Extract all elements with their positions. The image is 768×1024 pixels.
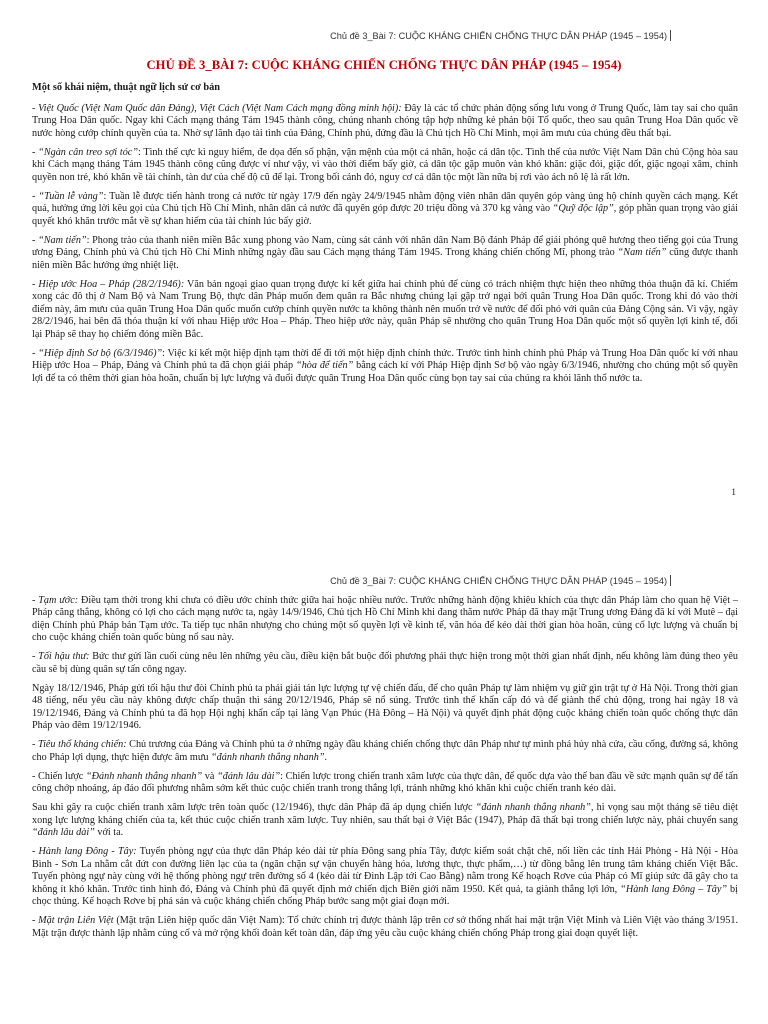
body-text: , góp phần quan trọng vào giải quyết khó khăn trước mắt về sự khan hiếm của tài chính lúc bấy giờ. xyxy=(32,203,739,227)
text-cursor xyxy=(670,575,671,586)
page-header: Chủ đề 3_Bài 7: CUỘC KHÁNG CHIẾN CHỐNG THỰC DÂN PHÁP (1945 – 1954) xyxy=(330,575,671,586)
body-text: Đây là các tổ chức phản động sống lưu vong ở Trung Quốc, làm tay sai cho quân Trung Hoa Dân quốc. Ngay khi Cách mạng tháng Tám 1945 thành công, chúng nhanh chóng tập hợp những kẻ phản bội Tổ quốc, theo sau quân Trung Hoa Dân quốc về nước hòng cướp chính quyền của ta. Nhờ sự lãnh đạo tài tình của Đảng, Chính phủ, đứng đầu là Chủ tịch Hồ Chí Minh, mọi âm mưu của chúng đều thất bại. xyxy=(32,103,738,139)
term-text: “Đánh nhanh thắng nhanh” xyxy=(86,770,203,782)
paragraph xyxy=(32,235,738,272)
term-text: “hòa để tiến” xyxy=(296,360,354,372)
paragraph xyxy=(32,595,738,645)
document-title: CHỦ ĐỀ 3_BÀI 7: CUỘC KHÁNG CHIẾN CHỐNG THỰC DÂN PHÁP (1945 – 1954) xyxy=(146,58,622,72)
body-text: và xyxy=(202,770,218,782)
term-text: Tối hậu thư: xyxy=(38,651,90,663)
body-text: , hi vọng sau một tháng sẽ tiêu diệt xong lực lượng kháng chiến của ta, kết thúc cuộc chiến tranh xâm lược. Tuy nhiên, sau thất bại ở Việt Bắc (1947), Pháp đã thất bại trong chiến lược này, phải chuyển sang xyxy=(32,802,738,826)
body-text: : Tuần lễ được tiến hành trong cả nước từ ngày 17/9 đến ngày 24/9/1945 nhằm động viên nhân dân quyên góp vàng ủng hộ chính quyền cách mạng. Kết quả, hưởng ứng lời kêu gọi của Chủ tịch Hồ Chí Minh, nhân dân cả nước đã quyên góp được 20 triệu đồng và 370 kg vàng vào xyxy=(32,190,738,215)
document-page-2 xyxy=(0,566,768,1024)
paragraph xyxy=(32,279,738,341)
page-header: Chủ đề 3_Bài 7: CUỘC KHÁNG CHIẾN CHỐNG THỰC DÂN PHÁP (1945 – 1954) xyxy=(330,30,671,41)
term-text: Việt Quốc (Việt Nam Quốc dân Đảng), Việt Cách (Việt Nam Cách mạng đồng minh hội): xyxy=(38,103,402,114)
body-text: - Chiến lược xyxy=(32,770,86,782)
body-text: - xyxy=(32,595,39,606)
body-text: - xyxy=(32,190,39,202)
page-body xyxy=(32,595,738,947)
body-text: Điều tạm thời trong khi chưa có điều ước chính thức giữa hai hoặc nhiều nước. Trước những hành động khiêu khích của thực dân Pháp làm cho quan hệ Việt – Pháp căng thẳng, không có lợi cho cách mạng nước ta, ngày 14/9/1946, Chủ tịch Hồ Chí Minh khi đang thăm nước Pháp đã thay mặt Trung ương Đảng đã kí với Mutê – đại diện Chính phủ Pháp bản Tạm ước. Ta tiếp tục nhân nhượng cho chúng một số quyền lợi về kinh tế, văn hóa để kéo dài thời gian hòa hoãn, củng cố lực lượng và chuẩn bị cho cuộc kháng chiến toàn quốc bùng nổ sau này. xyxy=(32,595,738,644)
body-text: Bức thư gửi lần cuối cùng nêu lên những yêu cầu, điều kiện bắt buộc đối phương phải thực hiện trong một thời gian nhất định, nếu không làm đúng theo yêu cầu sẽ bị dùng quân sự tấn công ngay. xyxy=(32,651,738,675)
text-cursor xyxy=(670,30,671,41)
paragraph xyxy=(32,739,738,764)
term-text: “Ngàn cân treo sợi tóc” xyxy=(38,146,138,158)
body-text: - xyxy=(32,103,39,114)
body-text: : Chiến lược trong chiến tranh xâm lược của thực dân, để quốc dựa vào thế ban đầu về sức mạnh quân sự để tấn công chớp nhoáng, áp đảo đối phương nhằm sớm kết thúc cuộc chiến tranh trong thắng lợi, tránh những khó khăn khi cuộc chiến tranh kéo dài. xyxy=(32,770,738,795)
page-gap xyxy=(0,510,768,566)
term-text: “Nam tiến” xyxy=(38,234,87,246)
term-text: “đánh lâu dài” xyxy=(32,827,95,839)
body-text: - xyxy=(32,739,38,751)
term-text: “Hiệp định Sơ bộ (6/3/1946)” xyxy=(38,347,163,359)
body-text: : Phong trào của thanh niên miền Bắc xung phong vào Nam, cùng sát cánh với nhân dân Nam Bộ đánh Pháp để giải phóng quê hương theo tiếng gọi của Trung ương Đảng, Chính phủ và Chủ tịch Hồ Chí Minh những ngày đầu sau Cách mạng tháng Tám 1945. Trong kháng chiến chống Mĩ, phong trào xyxy=(32,234,738,259)
body-text: Văn bản ngoại giao quan trọng được kí kết giữa hai chính phủ để cùng có trách nhiệm thực hiện theo những thỏa thuận đã kí. Chiếm xong các đô thị ở Nam Bộ và Nam Trung Bộ, thực dân Pháp muốn đem quân ra Bắc nhưng chúng lại gặp trở ngại bởi quân Trung Hoa Dân quốc. Trong khi đó vào thời điểm này, âm mưu của quân Trung Hoa Dân quốc muốn cướp chính quyền nước ta không thành nên muốn trở về nước để đối phó với quân của Đảng Cộng sản. Vì vậy, ngày 28/2/1946, hai bên đã thỏa thuận kí với nhau Hiệp ước Hoa – Pháp. Theo hiệp ước này, quân Pháp sẽ nhường cho quân Trung Hoa Dân quốc một số quyền lợi kinh tế, đổi lại Pháp sẽ thay họ chiếm đóng miền Bắc. xyxy=(32,278,738,340)
term-text: Tạm ước: xyxy=(38,595,79,606)
body-text: bằng cách kí với Pháp Hiệp định Sơ bộ vào ngày 6/3/1946, nhường cho chúng một số quyền lợi để ta có thêm thời gian hòa hoãn, chuẩn bị lực lượng và đuổi được quân Trung Hoa Dân quốc cùng bọn tay sai của chúng ra khỏi lãnh thổ nước ta. xyxy=(32,360,738,384)
body-text: - xyxy=(32,846,39,858)
paragraph xyxy=(32,802,738,839)
term-text: “Tuần lễ vàng” xyxy=(38,190,104,202)
paragraph xyxy=(32,651,738,676)
paragraph xyxy=(32,103,738,140)
body-text: - xyxy=(32,915,39,927)
term-text: “đánh lâu dài” xyxy=(217,770,281,782)
body-text: - xyxy=(32,146,39,158)
term-text: “Quỹ độc lập” xyxy=(552,203,614,215)
body-text: cũng được thanh niên miền Bắc hưởng ứng nhiệt liệt. xyxy=(32,247,738,271)
body-text: Ngày 18/12/1946, Pháp gửi tối hậu thư đòi Chính phủ ta phải giải tán lực lượng tự vệ chiến đấu, để cho quân Pháp tự làm nhiệm vụ giữ gìn trật tự ở Hà Nội. Trong thời gian 48 tiếng, nếu yêu cầu này không được chấp thuận thì sáng 20/12/1946, Pháp sẽ nổ súng. Trước tình thế khẩn cấp đó và để giành thế chủ động, trong hai ngày 18 và 19/12/1946, Đảng và Chính phủ ta đã họp Hội nghị khẩn cấp tại làng Vạn Phúc (Hà Đông – Hà Nội) và quyết định phát động cuộc kháng chiến toàn quốc chống thực dân Pháp vào đêm 19/12/1946. xyxy=(32,682,738,732)
body-text: bị chọc thủng. Kế hoạch Rơve bị phá sản và cuộc kháng chiến chống Pháp bước sang một giai đoạn mới. xyxy=(32,883,738,908)
paragraph xyxy=(32,771,738,796)
body-text: . xyxy=(324,751,328,763)
document-page-1 xyxy=(0,0,768,510)
body-text: (Mặt trận Liên hiệp quốc dân Việt Nam): Tổ chức chính trị được thành lập trên cơ sở thống nhất hai mặt trận Việt Minh và Liên Việt vào tháng 3/1951. Mặt trận được thành lập nhằm củng cố và mở rộng khối đoàn kết toàn dân, đáp ứng yêu cầu cuộc kháng chiến chống Pháp trong giai đoạn quyết liệt. xyxy=(32,915,738,939)
body-text: Tuyến phòng ngự của thực dân Pháp kéo dài từ phía Đông sang phía Tây, được kiểm soát chặt chẽ, nối liền các tỉnh Hải Phòng - Hà Nội - Hòa Bình - Sơn La nhằm cắt đứt con đường liên lạc của ta (ngăn chặn sự vận chuyển hàng hóa, lương thực, thực phẩm,…) từ đồng bằng lên trung tâm kháng chiến Việt Bắc. Tuyến phòng ngự này cùng với hệ thống phòng ngự trên đường số 4 (kéo dài từ Đình Lập tới Cao Bằng) nằm trong Kế hoạch Rơve của Pháp có Mĩ giúp sức đã gây cho ta không ít khó khăn. Trước tình hình đó, Đảng và Chính phủ đã quyết định mở chiến dịch Biên giới năm 1950. Kết quả, ta giành thắng lợi lớn, xyxy=(32,846,738,895)
body-text: Sau khi gây ra cuộc chiến tranh xâm lược trên toàn quốc (12/1946), thực dân Pháp đã áp dụng chiến lược xyxy=(32,802,476,814)
page-body xyxy=(32,103,738,392)
paragraph xyxy=(32,191,738,228)
page-number: 1 xyxy=(731,488,736,498)
body-text: - xyxy=(32,347,39,359)
paragraph xyxy=(32,683,738,733)
section-heading: Một số khái niệm, thuật ngữ lịch sử cơ bản xyxy=(32,82,220,93)
body-text: - xyxy=(32,234,39,246)
term-text: Mặt trận Liên Việt xyxy=(38,915,114,927)
term-text: “Hành lang Đông – Tây” xyxy=(620,883,728,895)
paragraph xyxy=(32,846,738,908)
term-text: Hiệp ước Hoa – Pháp (28/2/1946): xyxy=(38,278,185,290)
term-text: Tiêu thổ kháng chiến: xyxy=(37,739,127,751)
body-text: - xyxy=(32,278,39,290)
body-text: : Tình thế cực kì nguy hiểm, đe dọa đến số phận, vận mệnh của một cá nhân, hoặc cả dân tộc. Tình thế của nước Việt Nam Dân chủ Cộng hòa sau khi Cách mạng tháng Tám 1945 thành công cũng được ví như vậy, vì vào thời điểm bấy giờ, cả dân tộc gặp muôn vàn khó khăn: giặc đói, giặc dốt, giặc ngoại xâm, chính quyền non trẻ, khó khăn về tài chính, tàn dư của chế độ cũ để lại. Trong bối cảnh đó, nguy cơ cả dân tộc một lần nữa bị rơi vào ách nô lệ là rất lớn. xyxy=(32,146,738,183)
body-text: - xyxy=(32,651,39,663)
body-text: : Việc kí kết một hiệp định tạm thời để đi tới một hiệp định chính thức. Trước tình hình chính phủ Pháp và Trung Hoa Dân quốc kí với nhau Hiệp ước Hoa – Pháp, Đảng và Chính phủ ta đã chọn giải pháp xyxy=(32,347,738,372)
term-text: Hành lang Đông - Tây: xyxy=(38,846,137,858)
paragraph xyxy=(32,348,738,385)
term-text: “Nam tiến” xyxy=(617,247,667,259)
term-text: “đánh nhanh thắng nhanh” xyxy=(475,802,591,814)
paragraph xyxy=(32,147,738,184)
paragraph xyxy=(32,915,738,940)
term-text: “đánh nhanh thắng nhanh” xyxy=(211,751,325,763)
body-text: Chủ trương của Đảng và Chính phủ ta ở những ngày đầu kháng chiến chống thực dân Pháp như tự mình phá hủy nhà cửa, cầu cống, đường sá, không cho Pháp lợi dụng, thực hiện được âm mưu xyxy=(32,739,738,763)
body-text: với ta. xyxy=(94,827,124,839)
